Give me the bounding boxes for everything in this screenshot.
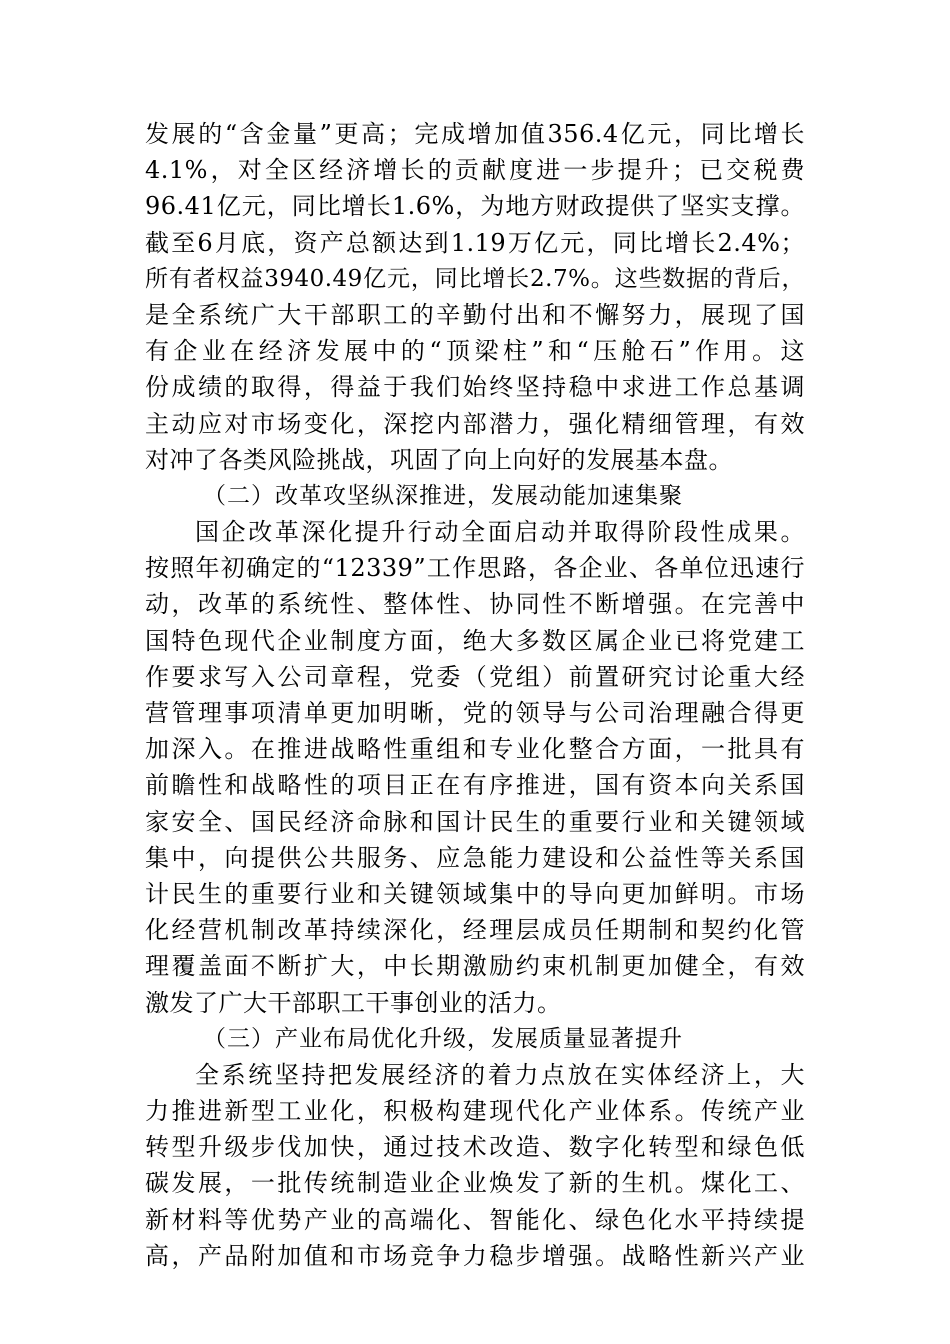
text-line: 加深入。在推进战略性重组和专业化整合方面，一批具有 bbox=[145, 735, 805, 764]
text-line: 碳发展，一批传统制造业企业焕发了新的生机。煤化工、 bbox=[145, 1169, 805, 1198]
text-line: 集中，向提供公共服务、应急能力建设和公益性等关系国 bbox=[145, 843, 805, 872]
text-line: 是全系统广大干部职工的辛勤付出和不懈努力，展现了国 bbox=[145, 300, 805, 329]
text-line: 家安全、国民经济命脉和国计民生的重要行业和关键领域 bbox=[145, 807, 805, 836]
text-line: 理覆盖面不断扩大，中长期激励约束机制更加健全，有效 bbox=[145, 952, 805, 981]
text-line: 激发了广大干部职工干事创业的活力。 bbox=[145, 988, 562, 1017]
text-line: 4.1%，对全区经济增长的贡献度进一步提升；已交税费 bbox=[145, 156, 805, 185]
text-line: 转型升级步伐加快，通过技术改造、数字化转型和绿色低 bbox=[145, 1133, 805, 1162]
text-line: 份成绩的取得，得益于我们始终坚持稳中求进工作总基调 bbox=[145, 373, 805, 402]
section-heading-2: （二）改革攻坚纵深推进，发展动能加速集聚 bbox=[203, 482, 683, 509]
text-line: 计民生的重要行业和关键领域集中的导向更加鲜明。市场 bbox=[145, 879, 805, 908]
body-text bbox=[145, 116, 805, 1274]
section-heading-3: （三）产业布局优化升级，发展质量显著提升 bbox=[203, 1025, 683, 1052]
text-line: 高，产品附加值和市场竞争力稳步增强。战略性新兴产业 bbox=[145, 1241, 805, 1270]
text-line: 力推进新型工业化，积极构建现代化产业体系。传统产业 bbox=[145, 1097, 805, 1126]
text-line: 主动应对市场变化，深挖内部潜力，强化精细管理，有效 bbox=[145, 409, 805, 438]
text-line: 96.41亿元，同比增长1.6%，为地方财政提供了坚实支撑。 bbox=[145, 192, 805, 221]
text-line: 截至6月底，资产总额达到1.19万亿元，同比增长2.4%； bbox=[145, 228, 805, 257]
text-line: 前瞻性和战略性的项目正在有序推进，国有资本向关系国 bbox=[145, 771, 805, 800]
text-line: 按照年初确定的“12339”工作思路，各企业、各单位迅速行 bbox=[145, 554, 805, 583]
text-line: 全系统坚持把发展经济的着力点放在实体经济上，大 bbox=[195, 1060, 805, 1089]
text-line: 所有者权益3940.49亿元，同比增长2.7%。这些数据的背后， bbox=[145, 265, 805, 292]
text-line: 有企业在经济发展中的“顶梁柱”和“压舱石”作用。这 bbox=[145, 337, 805, 366]
text-line: 化经营机制改革持续深化，经理层成员任期制和契约化管 bbox=[145, 916, 805, 945]
text-line: 作要求写入公司章程，党委（党组）前置研究讨论重大经 bbox=[145, 662, 805, 691]
text-line: 动，改革的系统性、整体性、协同性不断增强。在完善中 bbox=[145, 590, 805, 619]
text-line: 国特色现代企业制度方面，绝大多数区属企业已将党建工 bbox=[145, 626, 805, 655]
text-line: 对冲了各类风险挑战，巩固了向上向好的发展基本盘。 bbox=[145, 445, 733, 474]
text-line: 发展的“含金量”更高；完成增加值356.4亿元，同比增长 bbox=[145, 120, 805, 148]
text-line: 国企改革深化提升行动全面启动并取得阶段性成果。 bbox=[195, 518, 805, 547]
text-line: 营管理事项清单更加明晰，党的领导与公司治理融合得更 bbox=[145, 699, 805, 727]
text-line: 新材料等优势产业的高端化、智能化、绿色化水平持续提 bbox=[145, 1205, 805, 1234]
